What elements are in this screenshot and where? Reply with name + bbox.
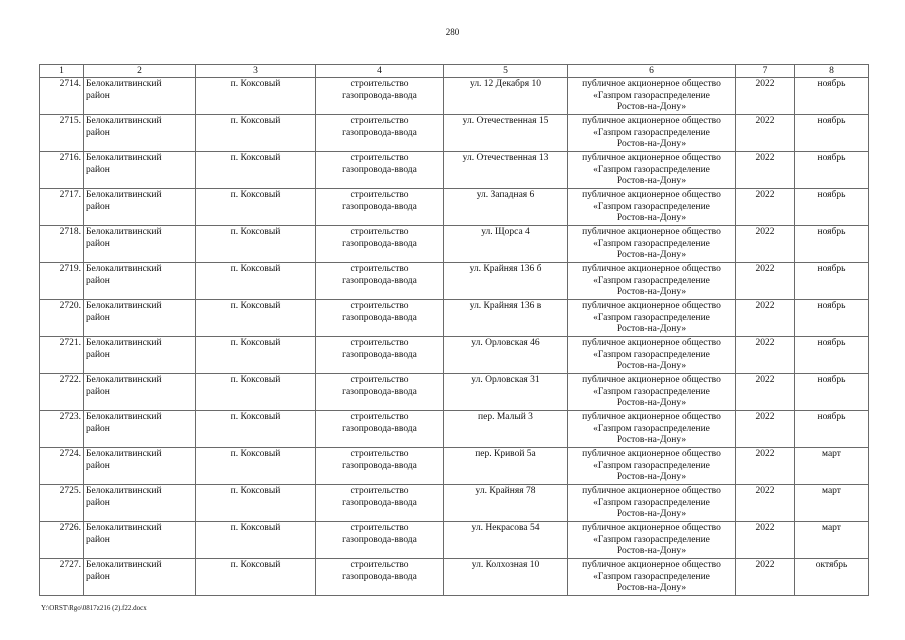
district-cell: Белокалитвинский район	[84, 189, 196, 226]
table-row	[40, 78, 869, 115]
table-row	[40, 263, 869, 300]
settlement-cell: п. Коксовый	[196, 115, 316, 152]
column-header: 1	[40, 65, 84, 78]
year-cell: 2022	[736, 115, 795, 152]
work-type-cell: строительство газопровода-ввода	[316, 115, 444, 152]
owner-cell: публичное акционерное общество «Газпром газораспределение Ростов-на-Дону»	[568, 411, 736, 448]
month-cell: ноябрь	[795, 374, 869, 411]
district-cell: Белокалитвинский район	[84, 485, 196, 522]
address-cell: пер. Малый 3	[444, 411, 568, 448]
settlement-cell: п. Коксовый	[196, 337, 316, 374]
work-type-cell: строительство газопровода-ввода	[316, 226, 444, 263]
district-cell: Белокалитвинский район	[84, 411, 196, 448]
owner-cell: публичное акционерное общество «Газпром газораспределение Ростов-на-Дону»	[568, 115, 736, 152]
address-cell: ул. Крайняя 78	[444, 485, 568, 522]
settlement-cell: п. Коксовый	[196, 78, 316, 115]
work-type-cell: строительство газопровода-ввода	[316, 337, 444, 374]
month-cell: март	[795, 485, 869, 522]
address-cell: ул. Орловская 31	[444, 374, 568, 411]
settlement-cell: п. Коксовый	[196, 152, 316, 189]
table-row	[40, 448, 869, 485]
district-cell: Белокалитвинский район	[84, 300, 196, 337]
owner-cell: публичное акционерное общество «Газпром газораспределение Ростов-на-Дону»	[568, 559, 736, 596]
month-cell: ноябрь	[795, 226, 869, 263]
gas-pipeline-registry-table	[39, 64, 869, 596]
column-header: 3	[196, 65, 316, 78]
row-number-cell: 2722.	[40, 374, 84, 411]
year-cell: 2022	[736, 448, 795, 485]
district-cell: Белокалитвинский район	[84, 78, 196, 115]
month-cell: март	[795, 522, 869, 559]
table-row	[40, 226, 869, 263]
table-row	[40, 300, 869, 337]
owner-cell: публичное акционерное общество «Газпром газораспределение Ростов-на-Дону»	[568, 300, 736, 337]
settlement-cell: п. Коксовый	[196, 522, 316, 559]
row-number-cell: 2719.	[40, 263, 84, 300]
address-cell: ул. Орловская 46	[444, 337, 568, 374]
row-number-cell: 2726.	[40, 522, 84, 559]
work-type-cell: строительство газопровода-ввода	[316, 411, 444, 448]
table-row	[40, 374, 869, 411]
work-type-cell: строительство газопровода-ввода	[316, 263, 444, 300]
owner-cell: публичное акционерное общество «Газпром газораспределение Ростов-на-Дону»	[568, 448, 736, 485]
column-header: 4	[316, 65, 444, 78]
settlement-cell: п. Коксовый	[196, 226, 316, 263]
year-cell: 2022	[736, 226, 795, 263]
row-number-cell: 2723.	[40, 411, 84, 448]
work-type-cell: строительство газопровода-ввода	[316, 374, 444, 411]
address-cell: ул. 12 Декабря 10	[444, 78, 568, 115]
settlement-cell: п. Коксовый	[196, 448, 316, 485]
row-number-cell: 2716.	[40, 152, 84, 189]
row-number-cell: 2721.	[40, 337, 84, 374]
work-type-cell: строительство газопровода-ввода	[316, 559, 444, 596]
year-cell: 2022	[736, 152, 795, 189]
year-cell: 2022	[736, 78, 795, 115]
table-row	[40, 485, 869, 522]
owner-cell: публичное акционерное общество «Газпром газораспределение Ростов-на-Дону»	[568, 226, 736, 263]
owner-cell: публичное акционерное общество «Газпром газораспределение Ростов-на-Дону»	[568, 152, 736, 189]
column-header: 2	[84, 65, 196, 78]
table-row	[40, 152, 869, 189]
work-type-cell: строительство газопровода-ввода	[316, 448, 444, 485]
month-cell: ноябрь	[795, 337, 869, 374]
header-row	[40, 65, 869, 78]
row-number-cell: 2714.	[40, 78, 84, 115]
district-cell: Белокалитвинский район	[84, 152, 196, 189]
owner-cell: публичное акционерное общество «Газпром газораспределение Ростов-на-Дону»	[568, 189, 736, 226]
district-cell: Белокалитвинский район	[84, 226, 196, 263]
table-row	[40, 115, 869, 152]
settlement-cell: п. Коксовый	[196, 485, 316, 522]
year-cell: 2022	[736, 522, 795, 559]
work-type-cell: строительство газопровода-ввода	[316, 522, 444, 559]
address-cell: пер. Кривой 5а	[444, 448, 568, 485]
table-row	[40, 522, 869, 559]
month-cell: ноябрь	[795, 411, 869, 448]
year-cell: 2022	[736, 189, 795, 226]
table-row	[40, 411, 869, 448]
district-cell: Белокалитвинский район	[84, 115, 196, 152]
table-row	[40, 337, 869, 374]
district-cell: Белокалитвинский район	[84, 337, 196, 374]
owner-cell: публичное акционерное общество «Газпром газораспределение Ростов-на-Дону»	[568, 337, 736, 374]
settlement-cell: п. Коксовый	[196, 411, 316, 448]
work-type-cell: строительство газопровода-ввода	[316, 485, 444, 522]
year-cell: 2022	[736, 411, 795, 448]
year-cell: 2022	[736, 263, 795, 300]
row-number-cell: 2727.	[40, 559, 84, 596]
owner-cell: публичное акционерное общество «Газпром газораспределение Ростов-на-Дону»	[568, 374, 736, 411]
district-cell: Белокалитвинский район	[84, 374, 196, 411]
column-header: 5	[444, 65, 568, 78]
footer-file-path: Y:\ORST\Rgo\0817z216 (2).f22.docx	[41, 604, 147, 612]
month-cell: ноябрь	[795, 115, 869, 152]
address-cell: ул. Некрасова 54	[444, 522, 568, 559]
year-cell: 2022	[736, 485, 795, 522]
table-row	[40, 189, 869, 226]
address-cell: ул. Отечественная 13	[444, 152, 568, 189]
district-cell: Белокалитвинский район	[84, 559, 196, 596]
month-cell: ноябрь	[795, 78, 869, 115]
settlement-cell: п. Коксовый	[196, 559, 316, 596]
page-number: 280	[445, 27, 460, 37]
row-number-cell: 2724.	[40, 448, 84, 485]
column-header: 6	[568, 65, 736, 78]
month-cell: март	[795, 448, 869, 485]
month-cell: ноябрь	[795, 152, 869, 189]
row-number-cell: 2725.	[40, 485, 84, 522]
year-cell: 2022	[736, 559, 795, 596]
work-type-cell: строительство газопровода-ввода	[316, 152, 444, 189]
district-cell: Белокалитвинский район	[84, 522, 196, 559]
address-cell: ул. Крайняя 136 в	[444, 300, 568, 337]
row-number-cell: 2717.	[40, 189, 84, 226]
table-row	[40, 559, 869, 596]
owner-cell: публичное акционерное общество «Газпром газораспределение Ростов-на-Дону»	[568, 78, 736, 115]
row-number-cell: 2715.	[40, 115, 84, 152]
owner-cell: публичное акционерное общество «Газпром газораспределение Ростов-на-Дону»	[568, 263, 736, 300]
column-header: 7	[736, 65, 795, 78]
settlement-cell: п. Коксовый	[196, 300, 316, 337]
year-cell: 2022	[736, 374, 795, 411]
row-number-cell: 2720.	[40, 300, 84, 337]
address-cell: ул. Западная 6	[444, 189, 568, 226]
work-type-cell: строительство газопровода-ввода	[316, 189, 444, 226]
district-cell: Белокалитвинский район	[84, 448, 196, 485]
settlement-cell: п. Коксовый	[196, 374, 316, 411]
owner-cell: публичное акционерное общество «Газпром газораспределение Ростов-на-Дону»	[568, 485, 736, 522]
work-type-cell: строительство газопровода-ввода	[316, 300, 444, 337]
district-cell: Белокалитвинский район	[84, 263, 196, 300]
month-cell: ноябрь	[795, 189, 869, 226]
column-header: 8	[795, 65, 869, 78]
work-type-cell: строительство газопровода-ввода	[316, 78, 444, 115]
year-cell: 2022	[736, 300, 795, 337]
address-cell: ул. Крайняя 136 б	[444, 263, 568, 300]
settlement-cell: п. Коксовый	[196, 263, 316, 300]
year-cell: 2022	[736, 337, 795, 374]
address-cell: ул. Колхозная 10	[444, 559, 568, 596]
row-number-cell: 2718.	[40, 226, 84, 263]
address-cell: ул. Щорса 4	[444, 226, 568, 263]
address-cell: ул. Отечественная 15	[444, 115, 568, 152]
month-cell: ноябрь	[795, 263, 869, 300]
settlement-cell: п. Коксовый	[196, 189, 316, 226]
month-cell: октябрь	[795, 559, 869, 596]
owner-cell: публичное акционерное общество «Газпром газораспределение Ростов-на-Дону»	[568, 522, 736, 559]
month-cell: ноябрь	[795, 300, 869, 337]
